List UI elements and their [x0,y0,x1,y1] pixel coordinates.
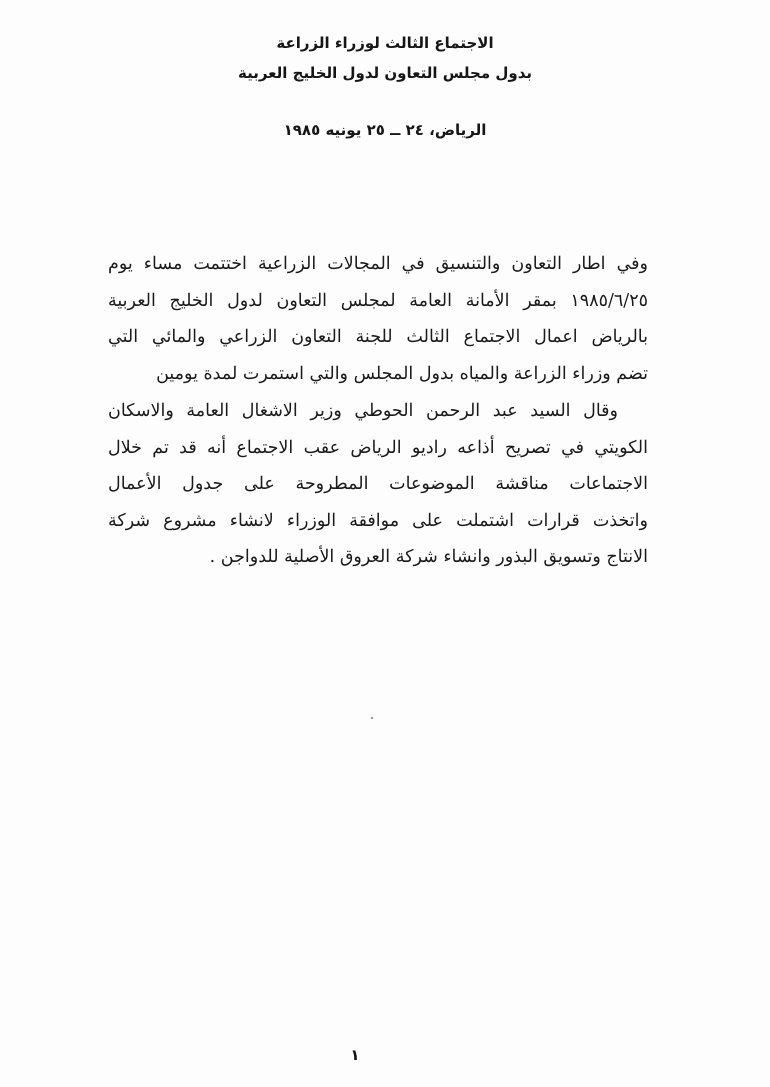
page-number: ١ [350,1046,360,1064]
paragraph-1-line: تضم وزراء الزراعة والمياه بدول المجلس والتي استمرت لمدة يومين [156,363,648,384]
header-place-date: الرياض، ٢٤ ــ ٢٥ يونيه ١٩٨٥ [283,121,487,139]
paragraph-1-line: وفي اطار التعاون والتنسيق في المجالات الزراعية اختتمت مساء يوم [108,254,648,274]
paragraph-2-line: الاجتماعات مناقشة الموضوعات المطروحة على جدول الأعمال [108,474,648,494]
paragraph-2 [108,393,648,576]
paragraph-2-line: الانتاج وتسويق البذور وانشاء شركة العروق الأصلية للدواجن . [209,547,648,567]
paragraph-1-line: بالرياض اعمال الاجتماع الثالث للجنة التعاون الزراعي والمائي التي [108,327,648,347]
header-title-line1: الاجتماع الثالث لوزراء الزراعة [276,34,494,52]
paragraph-1-line: ١٩٨٥/٦/٢٥ بمقر الأمانة العامة لمجلس التعاون لدول الخليج العربية [108,290,648,311]
header-title-line2: بدول مجلس التعاون لدول الخليج العربية [238,64,532,82]
paragraph-2-line: الكويتي في تصريح أذاعه راديو الرياض عقب الاجتماع أنه قد تم خلال [108,437,648,458]
scan-speck [371,717,373,719]
paragraph-2-line: واتخذت قرارات اشتملت على موافقة الوزراء لانشاء مشروع شركة [108,510,648,531]
paragraph-2-line: وقال السيد عبد الرحمن الحوطي وزير الاشغال العامة والاسكان [108,401,618,421]
paragraph-1 [108,246,648,392]
